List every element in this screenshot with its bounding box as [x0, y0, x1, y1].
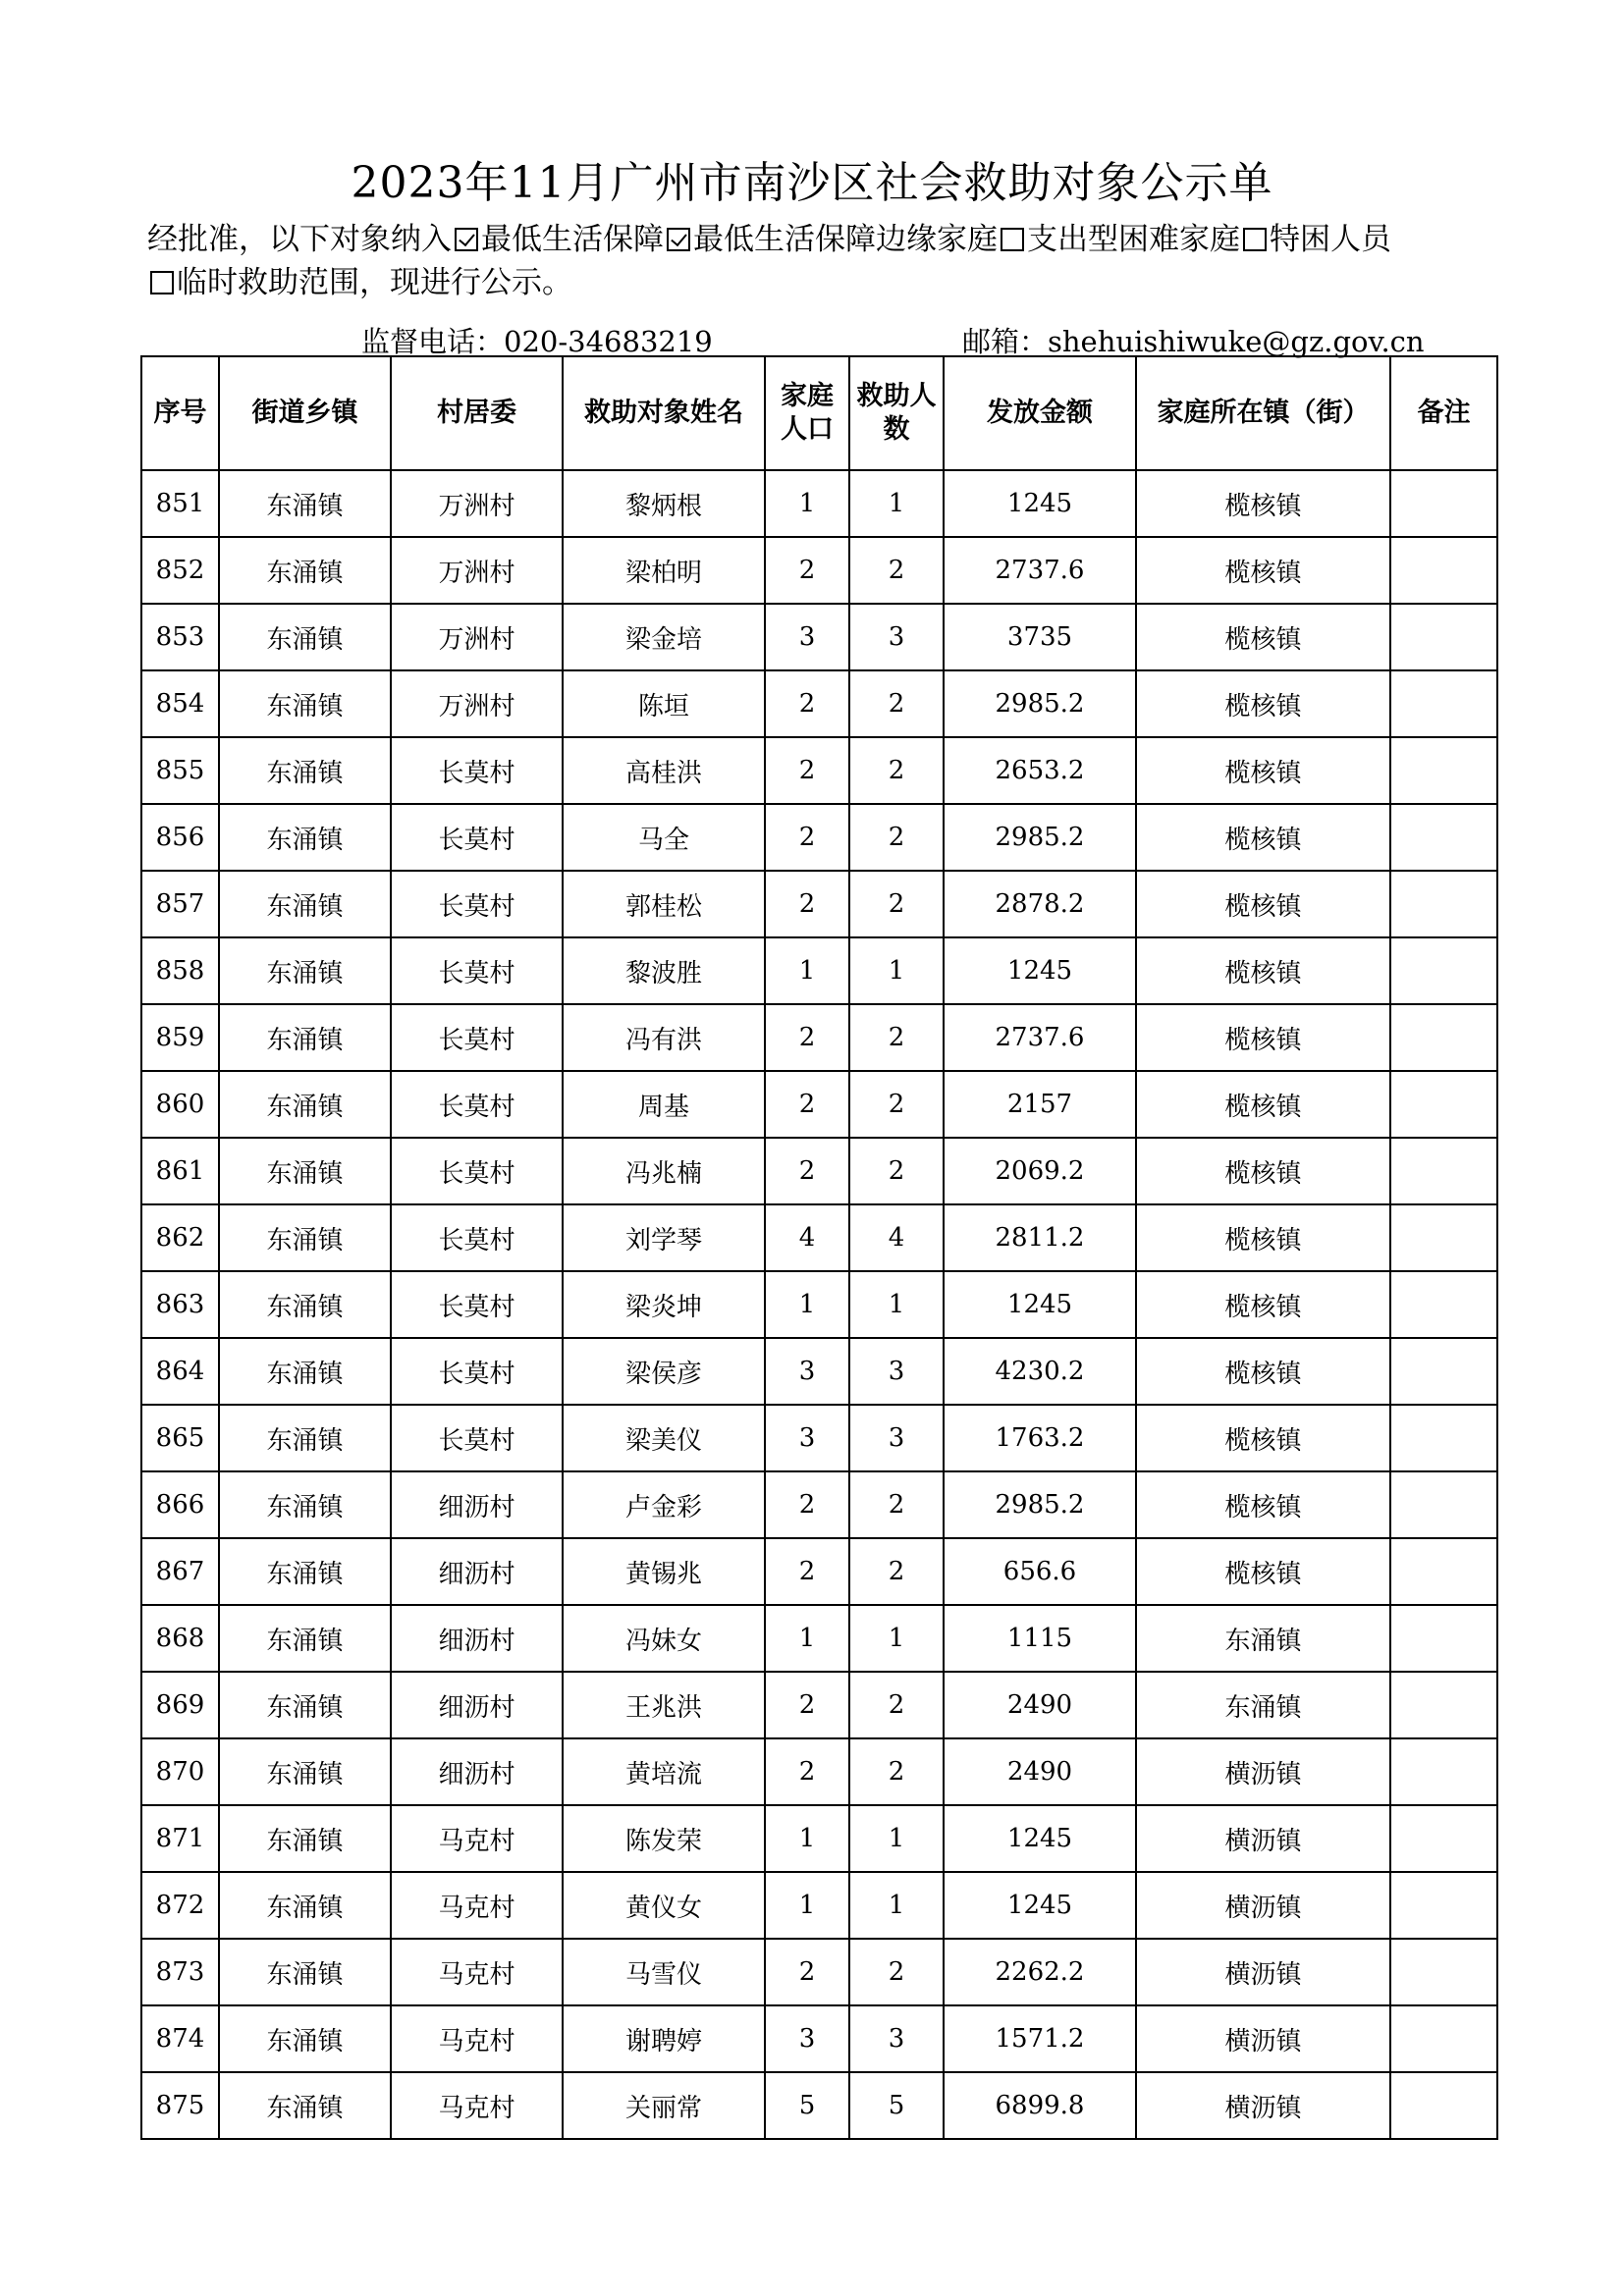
cell-aid-count: 2 [849, 1939, 944, 2005]
cell-family-size: 2 [765, 737, 849, 804]
table-row [141, 1939, 1497, 2005]
cell-family-size: 1 [765, 1872, 849, 1939]
cell-serial: 852 [141, 537, 219, 604]
cell-village: 长莫村 [391, 804, 563, 871]
cell-village: 长莫村 [391, 937, 563, 1004]
cell-name: 谢聘婷 [563, 2005, 765, 2072]
cell-name: 刘学琴 [563, 1204, 765, 1271]
cell-street: 东涌镇 [219, 1004, 391, 1071]
cell-family-size: 3 [765, 1405, 849, 1471]
cell-street: 东涌镇 [219, 1672, 391, 1738]
cell-remarks [1390, 537, 1497, 604]
cell-home-town: 榄核镇 [1136, 537, 1390, 604]
cell-remarks [1390, 670, 1497, 737]
cell-serial: 860 [141, 1071, 219, 1138]
cell-amount: 2878.2 [944, 871, 1136, 937]
cell-home-town: 横沥镇 [1136, 1738, 1390, 1805]
cell-home-town: 榄核镇 [1136, 670, 1390, 737]
option-label: 特困人员 [1270, 222, 1391, 257]
cell-street: 东涌镇 [219, 1605, 391, 1672]
table-row [141, 1738, 1497, 1805]
table-row [141, 1271, 1497, 1338]
cell-village: 马克村 [391, 1805, 563, 1872]
cell-amount: 2985.2 [944, 670, 1136, 737]
cell-serial: 861 [141, 1138, 219, 1204]
cell-home-town: 榄核镇 [1136, 1405, 1390, 1471]
checkbox-icon [1243, 228, 1267, 251]
option-label: 最低生活保障边缘家庭 [693, 222, 998, 257]
cell-aid-count: 2 [849, 537, 944, 604]
cell-remarks [1390, 804, 1497, 871]
option-label: 最低生活保障 [481, 222, 664, 257]
cell-village: 马克村 [391, 1872, 563, 1939]
option-label: 支出型困难家庭 [1027, 222, 1240, 257]
cell-street: 东涌镇 [219, 1271, 391, 1338]
table-row [141, 2005, 1497, 2072]
cell-aid-count: 2 [849, 737, 944, 804]
cell-serial: 856 [141, 804, 219, 871]
cell-family-size: 2 [765, 1672, 849, 1738]
cell-aid-count: 2 [849, 1471, 944, 1538]
cell-family-size: 3 [765, 604, 849, 670]
cell-village: 万洲村 [391, 537, 563, 604]
cell-amount: 2262.2 [944, 1939, 1136, 2005]
cell-name: 郭桂松 [563, 871, 765, 937]
cell-serial: 872 [141, 1872, 219, 1939]
cell-family-size: 1 [765, 1605, 849, 1672]
cell-family-size: 2 [765, 1004, 849, 1071]
cell-name: 陈发荣 [563, 1805, 765, 1872]
table-row [141, 1405, 1497, 1471]
cell-home-town: 榄核镇 [1136, 1471, 1390, 1538]
checkbox-icon [1001, 228, 1024, 251]
cell-home-town: 榄核镇 [1136, 1271, 1390, 1338]
cell-serial: 874 [141, 2005, 219, 2072]
table-row [141, 470, 1497, 537]
cell-amount: 2157 [944, 1071, 1136, 1138]
cell-village: 长莫村 [391, 1338, 563, 1405]
col-header-family-size: 家庭人口 [765, 356, 849, 470]
cell-name: 黄仪女 [563, 1872, 765, 1939]
cell-home-town: 榄核镇 [1136, 937, 1390, 1004]
cell-amount: 2490 [944, 1672, 1136, 1738]
cell-amount: 1245 [944, 470, 1136, 537]
cell-remarks [1390, 1939, 1497, 2005]
option-label: 临时救助范围，现进行公示。 [177, 265, 572, 300]
table-row [141, 1872, 1497, 1939]
cell-remarks [1390, 604, 1497, 670]
cell-street: 东涌镇 [219, 1471, 391, 1538]
col-header-amount: 发放金额 [944, 356, 1136, 470]
cell-village: 万洲村 [391, 470, 563, 537]
cell-aid-count: 1 [849, 1805, 944, 1872]
cell-amount: 1245 [944, 937, 1136, 1004]
cell-remarks [1390, 1071, 1497, 1138]
cell-name: 马雪仪 [563, 1939, 765, 2005]
table-row [141, 1805, 1497, 1872]
supervision-phone: 监督电话：020-34683219 [361, 325, 713, 358]
cell-serial: 873 [141, 1939, 219, 2005]
cell-home-town: 横沥镇 [1136, 1805, 1390, 1872]
cell-serial: 865 [141, 1405, 219, 1471]
cell-street: 东涌镇 [219, 804, 391, 871]
cell-street: 东涌镇 [219, 1071, 391, 1138]
cell-remarks [1390, 1872, 1497, 1939]
checkbox-icon [150, 271, 174, 294]
cell-name: 陈垣 [563, 670, 765, 737]
cell-serial: 871 [141, 1805, 219, 1872]
cell-street: 东涌镇 [219, 1939, 391, 2005]
cell-village: 长莫村 [391, 737, 563, 804]
assistance-table [140, 355, 1498, 2140]
cell-remarks [1390, 871, 1497, 937]
cell-village: 万洲村 [391, 670, 563, 737]
cell-serial: 875 [141, 2072, 219, 2139]
cell-serial: 863 [141, 1271, 219, 1338]
cell-aid-count: 2 [849, 804, 944, 871]
cell-name: 黄培流 [563, 1738, 765, 1805]
cell-serial: 864 [141, 1338, 219, 1405]
table-row [141, 737, 1497, 804]
cell-aid-count: 2 [849, 1672, 944, 1738]
cell-aid-count: 3 [849, 2005, 944, 2072]
cell-home-town: 榄核镇 [1136, 804, 1390, 871]
table-row [141, 871, 1497, 937]
cell-street: 东涌镇 [219, 1538, 391, 1605]
table-row [141, 604, 1497, 670]
cell-street: 东涌镇 [219, 937, 391, 1004]
cell-name: 梁柏明 [563, 537, 765, 604]
cell-street: 东涌镇 [219, 1338, 391, 1405]
cell-village: 长莫村 [391, 1138, 563, 1204]
cell-street: 东涌镇 [219, 737, 391, 804]
cell-family-size: 1 [765, 1805, 849, 1872]
cell-remarks [1390, 1738, 1497, 1805]
cell-aid-count: 1 [849, 1271, 944, 1338]
cell-serial: 857 [141, 871, 219, 937]
cell-remarks [1390, 1271, 1497, 1338]
cell-name: 梁炎坤 [563, 1271, 765, 1338]
cell-amount: 1245 [944, 1872, 1136, 1939]
cell-family-size: 3 [765, 2005, 849, 2072]
cell-village: 马克村 [391, 2005, 563, 2072]
cell-remarks [1390, 737, 1497, 804]
cell-village: 长莫村 [391, 1405, 563, 1471]
cell-serial: 868 [141, 1605, 219, 1672]
cell-street: 东涌镇 [219, 2072, 391, 2139]
cell-family-size: 2 [765, 1939, 849, 2005]
cell-name: 高桂洪 [563, 737, 765, 804]
cell-home-town: 横沥镇 [1136, 1939, 1390, 2005]
cell-home-town: 榄核镇 [1136, 604, 1390, 670]
cell-village: 长莫村 [391, 871, 563, 937]
cell-family-size: 1 [765, 937, 849, 1004]
cell-family-size: 2 [765, 1738, 849, 1805]
cell-serial: 869 [141, 1672, 219, 1738]
cell-family-size: 2 [765, 1071, 849, 1138]
cell-remarks [1390, 1605, 1497, 1672]
cell-street: 东涌镇 [219, 537, 391, 604]
cell-amount: 1245 [944, 1271, 1136, 1338]
cell-amount: 1571.2 [944, 2005, 1136, 2072]
col-header-aid-count: 救助人数 [849, 356, 944, 470]
cell-village: 细沥村 [391, 1605, 563, 1672]
cell-amount: 2985.2 [944, 1471, 1136, 1538]
cell-serial: 858 [141, 937, 219, 1004]
cell-amount: 656.6 [944, 1538, 1136, 1605]
cell-village: 长莫村 [391, 1204, 563, 1271]
cell-amount: 2985.2 [944, 804, 1136, 871]
col-header-name: 救助对象姓名 [563, 356, 765, 470]
cell-serial: 851 [141, 470, 219, 537]
cell-home-town: 东涌镇 [1136, 1672, 1390, 1738]
cell-serial: 870 [141, 1738, 219, 1805]
cell-aid-count: 1 [849, 1605, 944, 1672]
cell-serial: 862 [141, 1204, 219, 1271]
table-row [141, 1138, 1497, 1204]
cell-family-size: 2 [765, 537, 849, 604]
cell-family-size: 1 [765, 1271, 849, 1338]
cell-family-size: 2 [765, 1471, 849, 1538]
cell-remarks [1390, 1471, 1497, 1538]
cell-amount: 4230.2 [944, 1338, 1136, 1405]
cell-family-size: 2 [765, 1538, 849, 1605]
cell-street: 东涌镇 [219, 871, 391, 937]
table-row [141, 1538, 1497, 1605]
cell-family-size: 2 [765, 670, 849, 737]
cell-name: 黎波胜 [563, 937, 765, 1004]
cell-name: 黄锡兆 [563, 1538, 765, 1605]
cell-serial: 855 [141, 737, 219, 804]
cell-aid-count: 2 [849, 1071, 944, 1138]
cell-aid-count: 1 [849, 470, 944, 537]
cell-village: 细沥村 [391, 1672, 563, 1738]
cell-aid-count: 2 [849, 1138, 944, 1204]
cell-aid-count: 2 [849, 871, 944, 937]
cell-remarks [1390, 1538, 1497, 1605]
cell-serial: 866 [141, 1471, 219, 1538]
checkbox-icon [455, 228, 478, 251]
cell-village: 马克村 [391, 1939, 563, 2005]
cell-serial: 859 [141, 1004, 219, 1071]
cell-village: 长莫村 [391, 1071, 563, 1138]
cell-family-size: 3 [765, 1338, 849, 1405]
cell-aid-count: 3 [849, 604, 944, 670]
cell-remarks [1390, 2072, 1497, 2139]
table-row [141, 1471, 1497, 1538]
cell-home-town: 榄核镇 [1136, 871, 1390, 937]
table-row [141, 1004, 1497, 1071]
table-row [141, 1672, 1497, 1738]
cell-name: 卢金彩 [563, 1471, 765, 1538]
cell-aid-count: 4 [849, 1204, 944, 1271]
cell-family-size: 1 [765, 470, 849, 537]
cell-family-size: 4 [765, 1204, 849, 1271]
cell-aid-count: 5 [849, 2072, 944, 2139]
cell-amount: 1763.2 [944, 1405, 1136, 1471]
cell-home-town: 榄核镇 [1136, 470, 1390, 537]
table-row [141, 537, 1497, 604]
cell-village: 长莫村 [391, 1004, 563, 1071]
cell-name: 黎炳根 [563, 470, 765, 537]
table-row [141, 1605, 1497, 1672]
cell-aid-count: 1 [849, 1872, 944, 1939]
cell-aid-count: 3 [849, 1405, 944, 1471]
cell-amount: 2737.6 [944, 537, 1136, 604]
cell-village: 细沥村 [391, 1471, 563, 1538]
contact-email: 邮箱：shehuishiwuke@gz.gov.cn [962, 325, 1425, 358]
table-row [141, 670, 1497, 737]
cell-aid-count: 2 [849, 1738, 944, 1805]
cell-serial: 867 [141, 1538, 219, 1605]
page-title: 2023年11月广州市南沙区社会救助对象公示单 [351, 158, 1273, 208]
cell-home-town: 榄核镇 [1136, 1204, 1390, 1271]
cell-family-size: 2 [765, 804, 849, 871]
cell-remarks [1390, 1004, 1497, 1071]
cell-amount: 1115 [944, 1605, 1136, 1672]
cell-village: 马克村 [391, 2072, 563, 2139]
cell-home-town: 榄核镇 [1136, 1071, 1390, 1138]
cell-aid-count: 2 [849, 1538, 944, 1605]
intro-text [147, 218, 1502, 304]
cell-name: 冯有洪 [563, 1004, 765, 1071]
cell-remarks [1390, 1672, 1497, 1738]
cell-amount: 2811.2 [944, 1204, 1136, 1271]
cell-street: 东涌镇 [219, 1138, 391, 1204]
cell-remarks [1390, 1138, 1497, 1204]
col-header-street: 街道乡镇 [219, 356, 391, 470]
cell-remarks [1390, 1204, 1497, 1271]
cell-amount: 2653.2 [944, 737, 1136, 804]
table-row [141, 1071, 1497, 1138]
cell-remarks [1390, 1338, 1497, 1405]
cell-street: 东涌镇 [219, 1738, 391, 1805]
cell-aid-count: 2 [849, 670, 944, 737]
cell-name: 梁金培 [563, 604, 765, 670]
cell-village: 细沥村 [391, 1738, 563, 1805]
cell-street: 东涌镇 [219, 470, 391, 537]
cell-street: 东涌镇 [219, 604, 391, 670]
cell-home-town: 榄核镇 [1136, 1138, 1390, 1204]
table-row [141, 2072, 1497, 2139]
cell-home-town: 榄核镇 [1136, 1338, 1390, 1405]
cell-remarks [1390, 1805, 1497, 1872]
cell-aid-count: 3 [849, 1338, 944, 1405]
table-row [141, 804, 1497, 871]
cell-street: 东涌镇 [219, 1805, 391, 1872]
cell-street: 东涌镇 [219, 2005, 391, 2072]
cell-serial: 853 [141, 604, 219, 670]
cell-home-town: 横沥镇 [1136, 1872, 1390, 1939]
col-header-serial: 序号 [141, 356, 219, 470]
cell-home-town: 横沥镇 [1136, 2072, 1390, 2139]
cell-village: 长莫村 [391, 1271, 563, 1338]
cell-name: 关丽常 [563, 2072, 765, 2139]
cell-home-town: 横沥镇 [1136, 2005, 1390, 2072]
table-row [141, 937, 1497, 1004]
cell-name: 冯妹女 [563, 1605, 765, 1672]
checkbox-icon [667, 228, 690, 251]
cell-amount: 2069.2 [944, 1138, 1136, 1204]
cell-street: 东涌镇 [219, 1405, 391, 1471]
table-row [141, 1338, 1497, 1405]
cell-family-size: 2 [765, 1138, 849, 1204]
cell-aid-count: 1 [849, 937, 944, 1004]
table-header-row [141, 356, 1497, 470]
cell-name: 梁侯彦 [563, 1338, 765, 1405]
cell-home-town: 榄核镇 [1136, 737, 1390, 804]
cell-family-size: 5 [765, 2072, 849, 2139]
cell-village: 万洲村 [391, 604, 563, 670]
cell-amount: 1245 [944, 1805, 1136, 1872]
cell-remarks [1390, 470, 1497, 537]
cell-name: 王兆洪 [563, 1672, 765, 1738]
cell-street: 东涌镇 [219, 1872, 391, 1939]
cell-name: 马全 [563, 804, 765, 871]
intro-prefix: 经批准，以下对象纳入 [147, 222, 452, 257]
cell-remarks [1390, 1405, 1497, 1471]
cell-street: 东涌镇 [219, 670, 391, 737]
table-row [141, 1204, 1497, 1271]
cell-village: 细沥村 [391, 1538, 563, 1605]
cell-home-town: 榄核镇 [1136, 1004, 1390, 1071]
cell-aid-count: 2 [849, 1004, 944, 1071]
cell-amount: 2490 [944, 1738, 1136, 1805]
cell-home-town: 榄核镇 [1136, 1538, 1390, 1605]
cell-street: 东涌镇 [219, 1204, 391, 1271]
cell-amount: 6899.8 [944, 2072, 1136, 2139]
cell-home-town: 东涌镇 [1136, 1605, 1390, 1672]
col-header-home-town: 家庭所在镇（街） [1136, 356, 1390, 470]
cell-serial: 854 [141, 670, 219, 737]
cell-name: 周基 [563, 1071, 765, 1138]
cell-family-size: 2 [765, 871, 849, 937]
cell-amount: 2737.6 [944, 1004, 1136, 1071]
col-header-village: 村居委 [391, 356, 563, 470]
cell-name: 冯兆楠 [563, 1138, 765, 1204]
cell-remarks [1390, 937, 1497, 1004]
col-header-remarks: 备注 [1390, 356, 1497, 470]
cell-name: 梁美仪 [563, 1405, 765, 1471]
cell-amount: 3735 [944, 604, 1136, 670]
cell-remarks [1390, 2005, 1497, 2072]
